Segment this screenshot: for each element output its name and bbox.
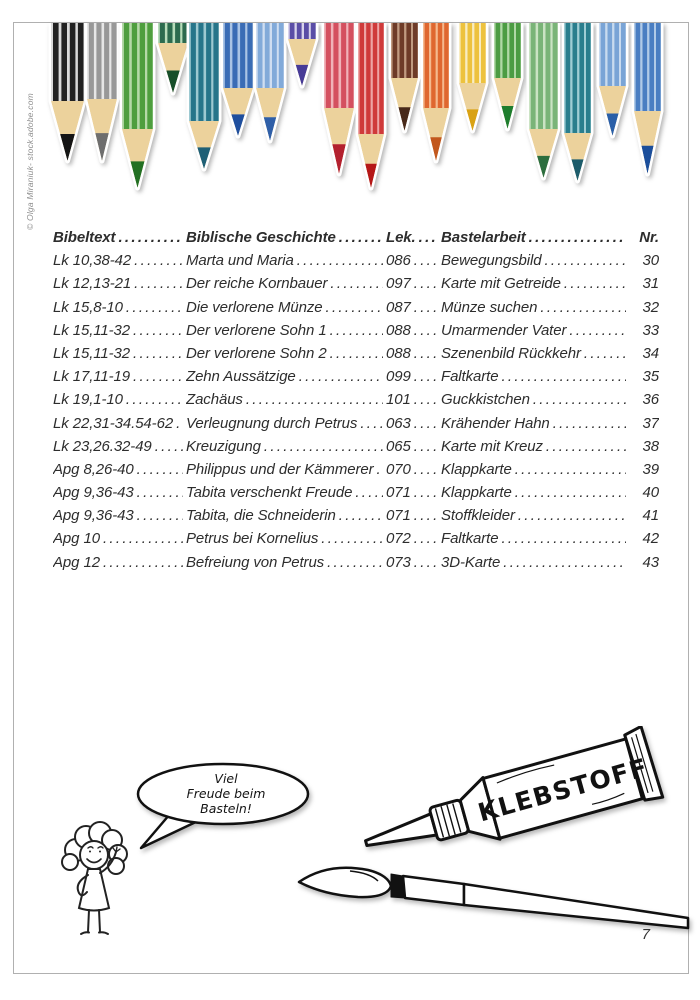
dot-leader [133,345,183,362]
toc-cell-nr: 43 [642,553,659,571]
dot-leader [515,484,626,501]
page-number: 7 [641,926,650,943]
toc-cell-bastelarbeit: Stoffkleider ..... [441,507,629,524]
toc-cell-bastelarbeit: Münze suchen ..... [441,299,629,316]
toc-cell-lek: 072 ..... [386,530,441,547]
dot-leader [419,229,438,246]
dot-leader [339,229,383,246]
toc-cell-bibeltext: Apg 10 ..... [53,530,186,547]
toc-cell-lek: 088 ..... [386,345,441,362]
toc-cell-bibeltext: Lk 10,38-42 ..... [53,252,186,269]
toc-row [53,507,659,530]
toc-cell-lek: 087 ..... [386,299,441,316]
toc-header-bastelarbeit: Bastelarbeit [441,229,526,246]
toc-cell-bastelarbeit: Klappkarte ..... [441,461,629,478]
toc-cell-bibeltext: Lk 15,11-32 ..... [53,345,186,362]
toc-cell-bibeltext: Lk 22,31-34.54-62 ..... [53,415,186,432]
toc-cell-geschichte: Marta und Maria ..... [186,252,386,269]
dot-leader [540,299,626,316]
toc-cell-lek: 088 ..... [386,322,441,339]
toc-row [53,252,659,275]
dot-leader [503,554,626,571]
toc-cell-nr: 42 [642,530,659,548]
toc-cell-nr: 32 [642,298,659,316]
toc-cell-bibeltext: Apg 9,36-43 ..... [53,507,186,524]
dot-leader [414,554,438,571]
dot-leader [553,415,626,432]
dot-leader [518,507,626,524]
dot-leader [246,391,383,408]
dot-leader [155,438,183,455]
toc-row [53,322,659,345]
speech-line-3: Basteln! [200,801,252,816]
toc-header-lek: Lek. [386,229,416,246]
dot-leader [414,530,438,547]
brush-bristles [299,868,391,897]
dot-leader [414,438,438,455]
glue-nozzle [363,814,436,854]
speech-line-1: Viel [214,771,238,786]
toc-cell-geschichte: Zachäus ..... [186,391,386,408]
pencil-sage-green [524,23,563,186]
dot-leader [133,368,183,385]
toc-cell-geschichte: Der verlorene Sohn 2 ..... [186,345,386,362]
toc-cell-nr: 35 [642,368,659,386]
toc-cell-lek: 101 ..... [386,391,441,408]
toc-cell-lek: 086 ..... [386,252,441,269]
pencil-purple [283,23,321,94]
dot-leader [137,484,183,501]
dot-leader [126,299,183,316]
dot-leader [137,461,183,478]
dot-leader [414,322,438,339]
toc-cell-geschichte: Tabita verschenkt Freude ..... [186,484,386,501]
toc-cell-bastelarbeit: 3D-Karte ..... [441,554,629,571]
dot-leader [414,461,438,478]
toc-cell-lek: 097 ..... [386,275,441,292]
dot-leader [330,345,383,362]
dot-leader [176,415,183,432]
toc-cell-bastelarbeit: Krähender Hahn ..... [441,415,629,432]
dot-leader [414,391,438,408]
toc-cell-bibeltext: Apg 8,26-40 ..... [53,461,186,478]
table-of-contents [53,229,659,577]
toc-cell-geschichte: Verleugnung durch Petrus ..... [186,415,386,432]
dot-leader [103,530,183,547]
toc-row [53,415,659,438]
toc-cell-nr: 36 [642,391,659,409]
toc-cell-nr: 41 [642,507,659,525]
dot-leader [134,275,183,292]
pencil-yellow [454,23,491,139]
toc-cell-geschichte: Tabita, die Schneiderin ..... [186,507,386,524]
toc-cell-geschichte: Befreiung von Petrus ..... [186,554,386,571]
dot-leader [103,554,183,571]
toc-cell-bastelarbeit: Faltkarte ..... [441,530,629,547]
dot-leader [321,530,383,547]
toc-row [53,368,659,391]
toc-cell-bastelarbeit: Karte mit Getreide ..... [441,275,629,292]
dot-leader [264,438,383,455]
book-page [13,22,689,974]
toc-cell-lek: 071 ..... [386,484,441,501]
dot-leader [326,299,384,316]
speech-bubble [126,758,316,858]
toc-row [53,554,659,577]
toc-header [53,229,659,252]
toc-cell-bibeltext: Apg 9,36-43 ..... [53,484,186,501]
toc-cell-lek: 073 ..... [386,554,441,571]
dot-leader [355,484,383,501]
toc-cell-bibeltext: Lk 17,11-19 ..... [53,368,186,385]
dot-leader [134,252,183,269]
toc-cell-lek: 071 ..... [386,507,441,524]
brush-handle [464,884,688,928]
toc-cell-geschichte: Der verlorene Sohn 1 ..... [186,322,386,339]
toc-header-geschichte: Biblische Geschichte [186,229,336,246]
dot-leader [544,252,626,269]
pencil-gray [82,23,122,169]
dot-leader [330,275,383,292]
toc-rows [53,252,659,577]
pencil-green [117,23,158,196]
pencil-green-short [489,23,526,137]
speech-line-2: Freude beim [186,786,266,801]
dot-leader [330,322,383,339]
toc-cell-bibeltext: Lk 15,8-10 ..... [53,299,186,316]
dot-leader [501,530,626,547]
dot-leader [414,299,438,316]
dot-leader [584,345,626,362]
dot-leader [297,252,383,269]
toc-cell-nr: 39 [642,460,659,478]
toc-cell-nr: 40 [642,484,659,502]
toc-cell-geschichte: Die verlorene Münze ..... [186,299,386,316]
toc-row [53,484,659,507]
dot-leader [126,391,183,408]
toc-cell-bastelarbeit: Bewegungsbild ..... [441,252,629,269]
toc-cell-bastelarbeit: Karte mit Kreuz ..... [441,438,629,455]
dot-leader [414,415,438,432]
dot-leader [299,368,383,385]
toc-cell-bastelarbeit: Guckkistchen ..... [441,391,629,408]
pencil-orange [418,23,454,169]
dot-leader [339,507,383,524]
toc-row [53,345,659,368]
toc-row [53,275,659,298]
dot-leader [360,415,383,432]
toc-cell-bibeltext: Lk 23,26.32-49 ..... [53,438,186,455]
toc-cell-nr: 34 [642,344,659,362]
toc-cell-geschichte: Petrus bei Kornelius ..... [186,530,386,547]
toc-cell-bastelarbeit: Szenenbild Rückkehr ..... [441,345,629,362]
toc-cell-nr: 38 [642,437,659,455]
toc-cell-nr: 33 [642,321,659,339]
dot-leader [515,461,626,478]
toc-header-nr: Nr. [639,229,659,246]
toc-cell-bastelarbeit: Umarmender Vater ..... [441,322,629,339]
toc-row [53,299,659,322]
pencil-strip [14,23,688,223]
dot-leader [533,391,626,408]
dot-leader [377,461,384,478]
toc-cell-lek: 063 ..... [386,415,441,432]
toc-cell-bibeltext: Lk 19,1-10 ..... [53,391,186,408]
dot-leader [501,368,626,385]
toc-cell-bibeltext: Lk 15,11-32 ..... [53,322,186,339]
dot-leader [414,275,438,292]
dot-leader [414,507,438,524]
toc-cell-geschichte: Philippus und der Kämmerer ..... [186,461,386,478]
dot-leader [569,322,626,339]
toc-cell-bastelarbeit: Faltkarte ..... [441,368,629,385]
dot-leader [414,484,438,501]
dot-leader [529,229,626,246]
glue-label: KLEBSTOFF [474,752,652,828]
dot-leader [564,275,626,292]
dot-leader [414,368,438,385]
mascot-figure [52,818,137,943]
toc-cell-lek: 070 ..... [386,461,441,478]
dot-leader [327,554,383,571]
dot-leader [118,229,183,246]
toc-cell-bibeltext: Apg 12 ..... [53,554,186,571]
dot-leader [414,345,438,362]
toc-cell-bibeltext: Lk 12,13-21 ..... [53,275,186,292]
toc-cell-bastelarbeit: Klappkarte ..... [441,484,629,501]
toc-header-bibeltext: Bibeltext [53,229,116,246]
dot-leader [414,252,438,269]
dot-leader [546,438,626,455]
toc-cell-lek: 099 ..... [386,368,441,385]
brush-collar [403,876,464,905]
copyright-credit: © Olga Miraniuk- stock.adobe.com [25,93,35,230]
toc-row [53,391,659,414]
toc-cell-geschichte: Der reiche Kornbauer ..... [186,275,386,292]
toc-cell-nr: 30 [642,252,659,270]
toc-row [53,438,659,461]
toc-cell-nr: 31 [642,275,659,293]
toc-cell-nr: 37 [642,414,659,432]
dot-leader [137,507,183,524]
toc-cell-lek: 065 ..... [386,438,441,455]
pencil-blue-2 [629,23,666,182]
pencil-light-blue-2 [594,23,631,144]
pencil-red [353,23,389,196]
toc-cell-geschichte: Kreuzigung ..... [186,438,386,455]
dot-leader [133,322,183,339]
toc-cell-geschichte: Zehn Aussätzige ..... [186,368,386,385]
pencil-teal-2 [559,23,596,189]
toc-row [53,530,659,553]
toc-row [53,461,659,484]
